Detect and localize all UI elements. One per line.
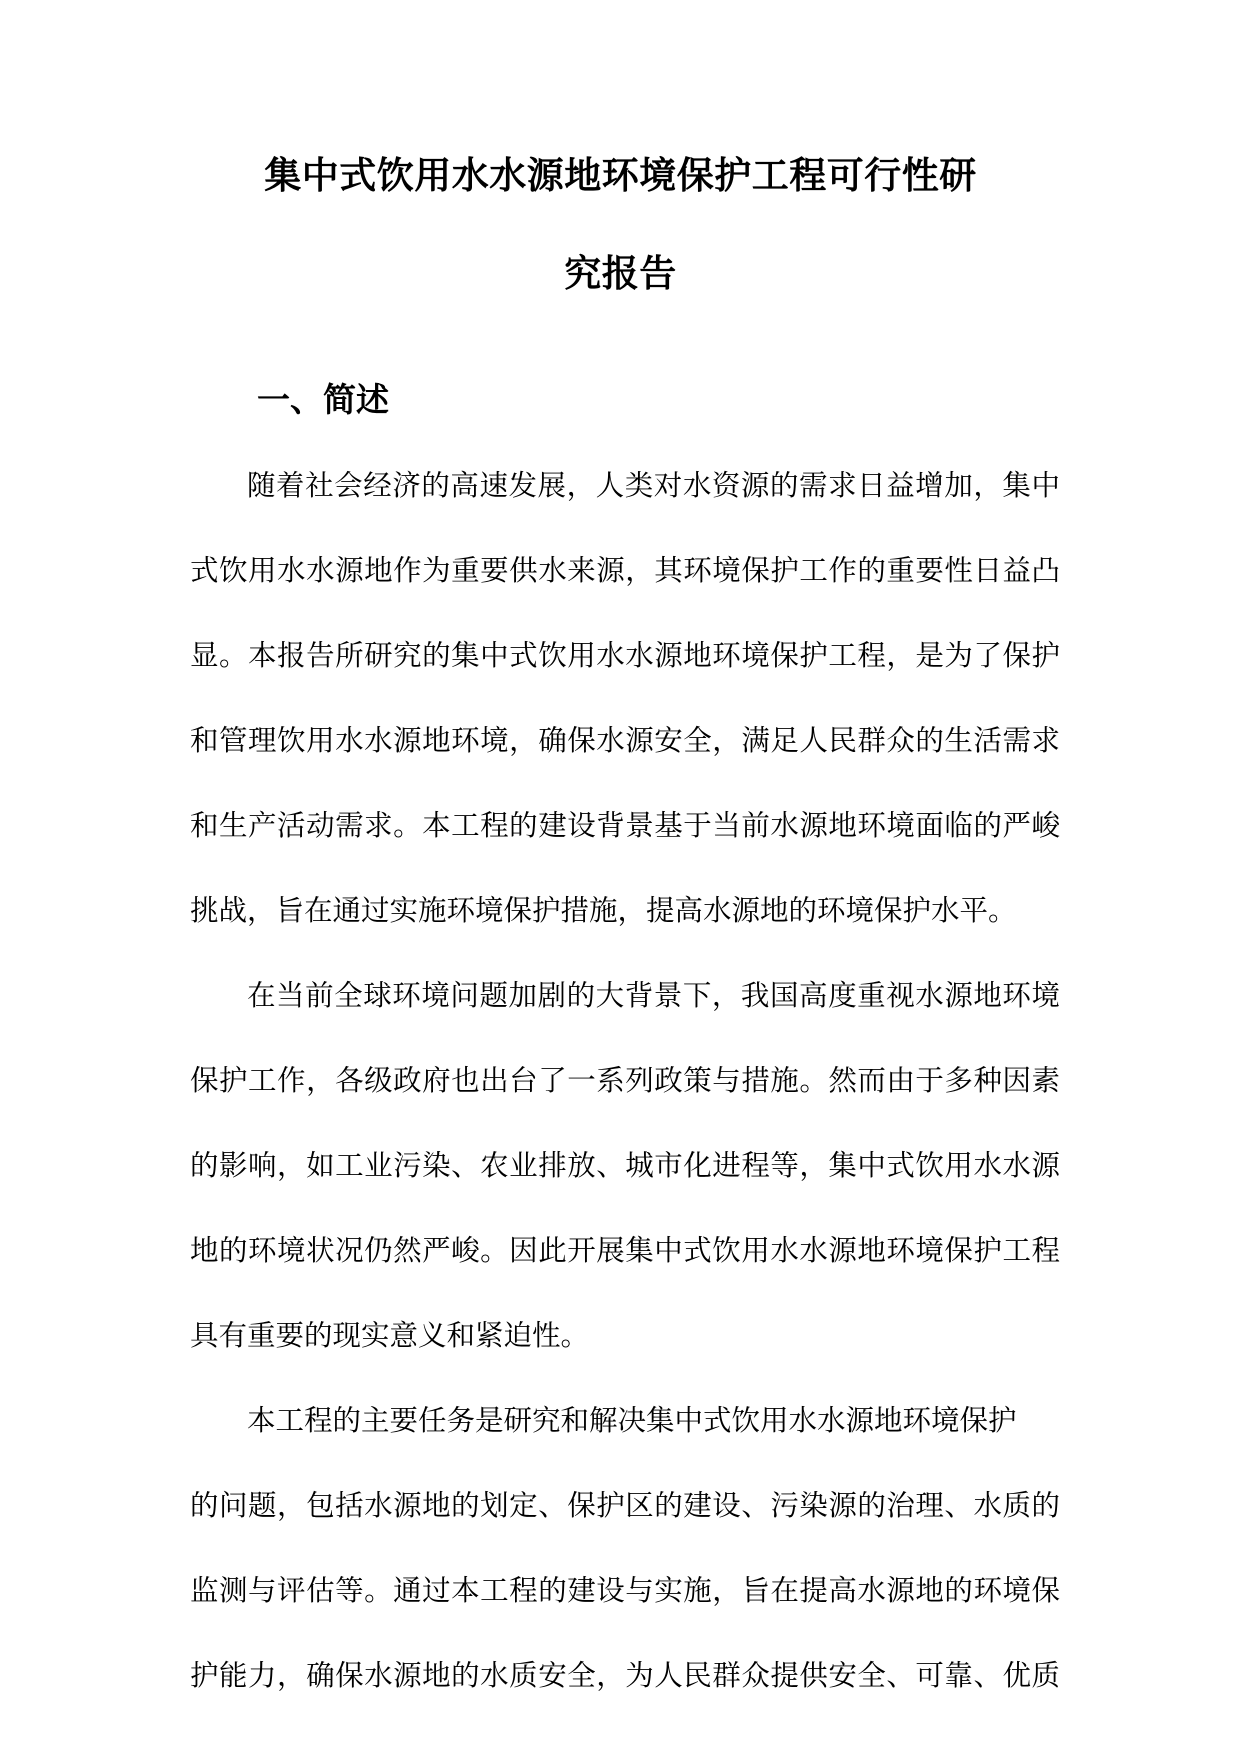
paragraph-line: 地的环境状况仍然严峻。因此开展集中式饮用水水源地环境保护工程 <box>190 1234 1060 1267</box>
paragraph-line: 和生产活动需求。本工程的建设背景基于当前水源地环境面临的严峻 <box>190 809 1060 842</box>
paragraph-line: 随着社会经济的高速发展，人类对水资源的需求日益增加，集中 <box>247 469 1060 502</box>
paragraph-line: 的影响，如工业污染、农业排放、城市化进程等，集中式饮用水水源 <box>190 1149 1060 1182</box>
paragraph-line: 和管理饮用水水源地环境，确保水源安全，满足人民群众的生活需求 <box>190 724 1060 757</box>
paragraph-line: 监测与评估等。通过本工程的建设与实施，旨在提高水源地的环境保 <box>190 1574 1060 1607</box>
paragraph-line: 具有重要的现实意义和紧迫性。 <box>190 1319 590 1352</box>
paragraph-line: 显。本报告所研究的集中式饮用水水源地环境保护工程，是为了保护 <box>190 639 1060 672</box>
paragraph-line: 护能力，确保水源地的水质安全，为人民群众提供安全、可靠、优质 <box>190 1659 1060 1692</box>
paragraph-line: 式饮用水水源地作为重要供水来源，其环境保护工作的重要性日益凸 <box>190 554 1060 587</box>
paragraph-line: 本工程的主要任务是研究和解决集中式饮用水水源地环境保护 <box>247 1404 1017 1437</box>
document-title-line-2: 究报告 <box>564 251 677 295</box>
paragraph-line: 挑战，旨在通过实施环境保护措施，提高水源地的环境保护水平。 <box>190 894 1017 927</box>
document-title-line-1: 集中式饮用水水源地环境保护工程可行性研 <box>264 153 977 197</box>
paragraph-line: 保护工作，各级政府也出台了一系列政策与措施。然而由于多种因素 <box>190 1064 1060 1097</box>
paragraph-line: 在当前全球环境问题加剧的大背景下，我国高度重视水源地环境 <box>247 979 1060 1012</box>
paragraph-line: 的问题，包括水源地的划定、保护区的建设、污染源的治理、水质的 <box>190 1489 1060 1522</box>
section-heading: 一、简述 <box>257 380 389 419</box>
